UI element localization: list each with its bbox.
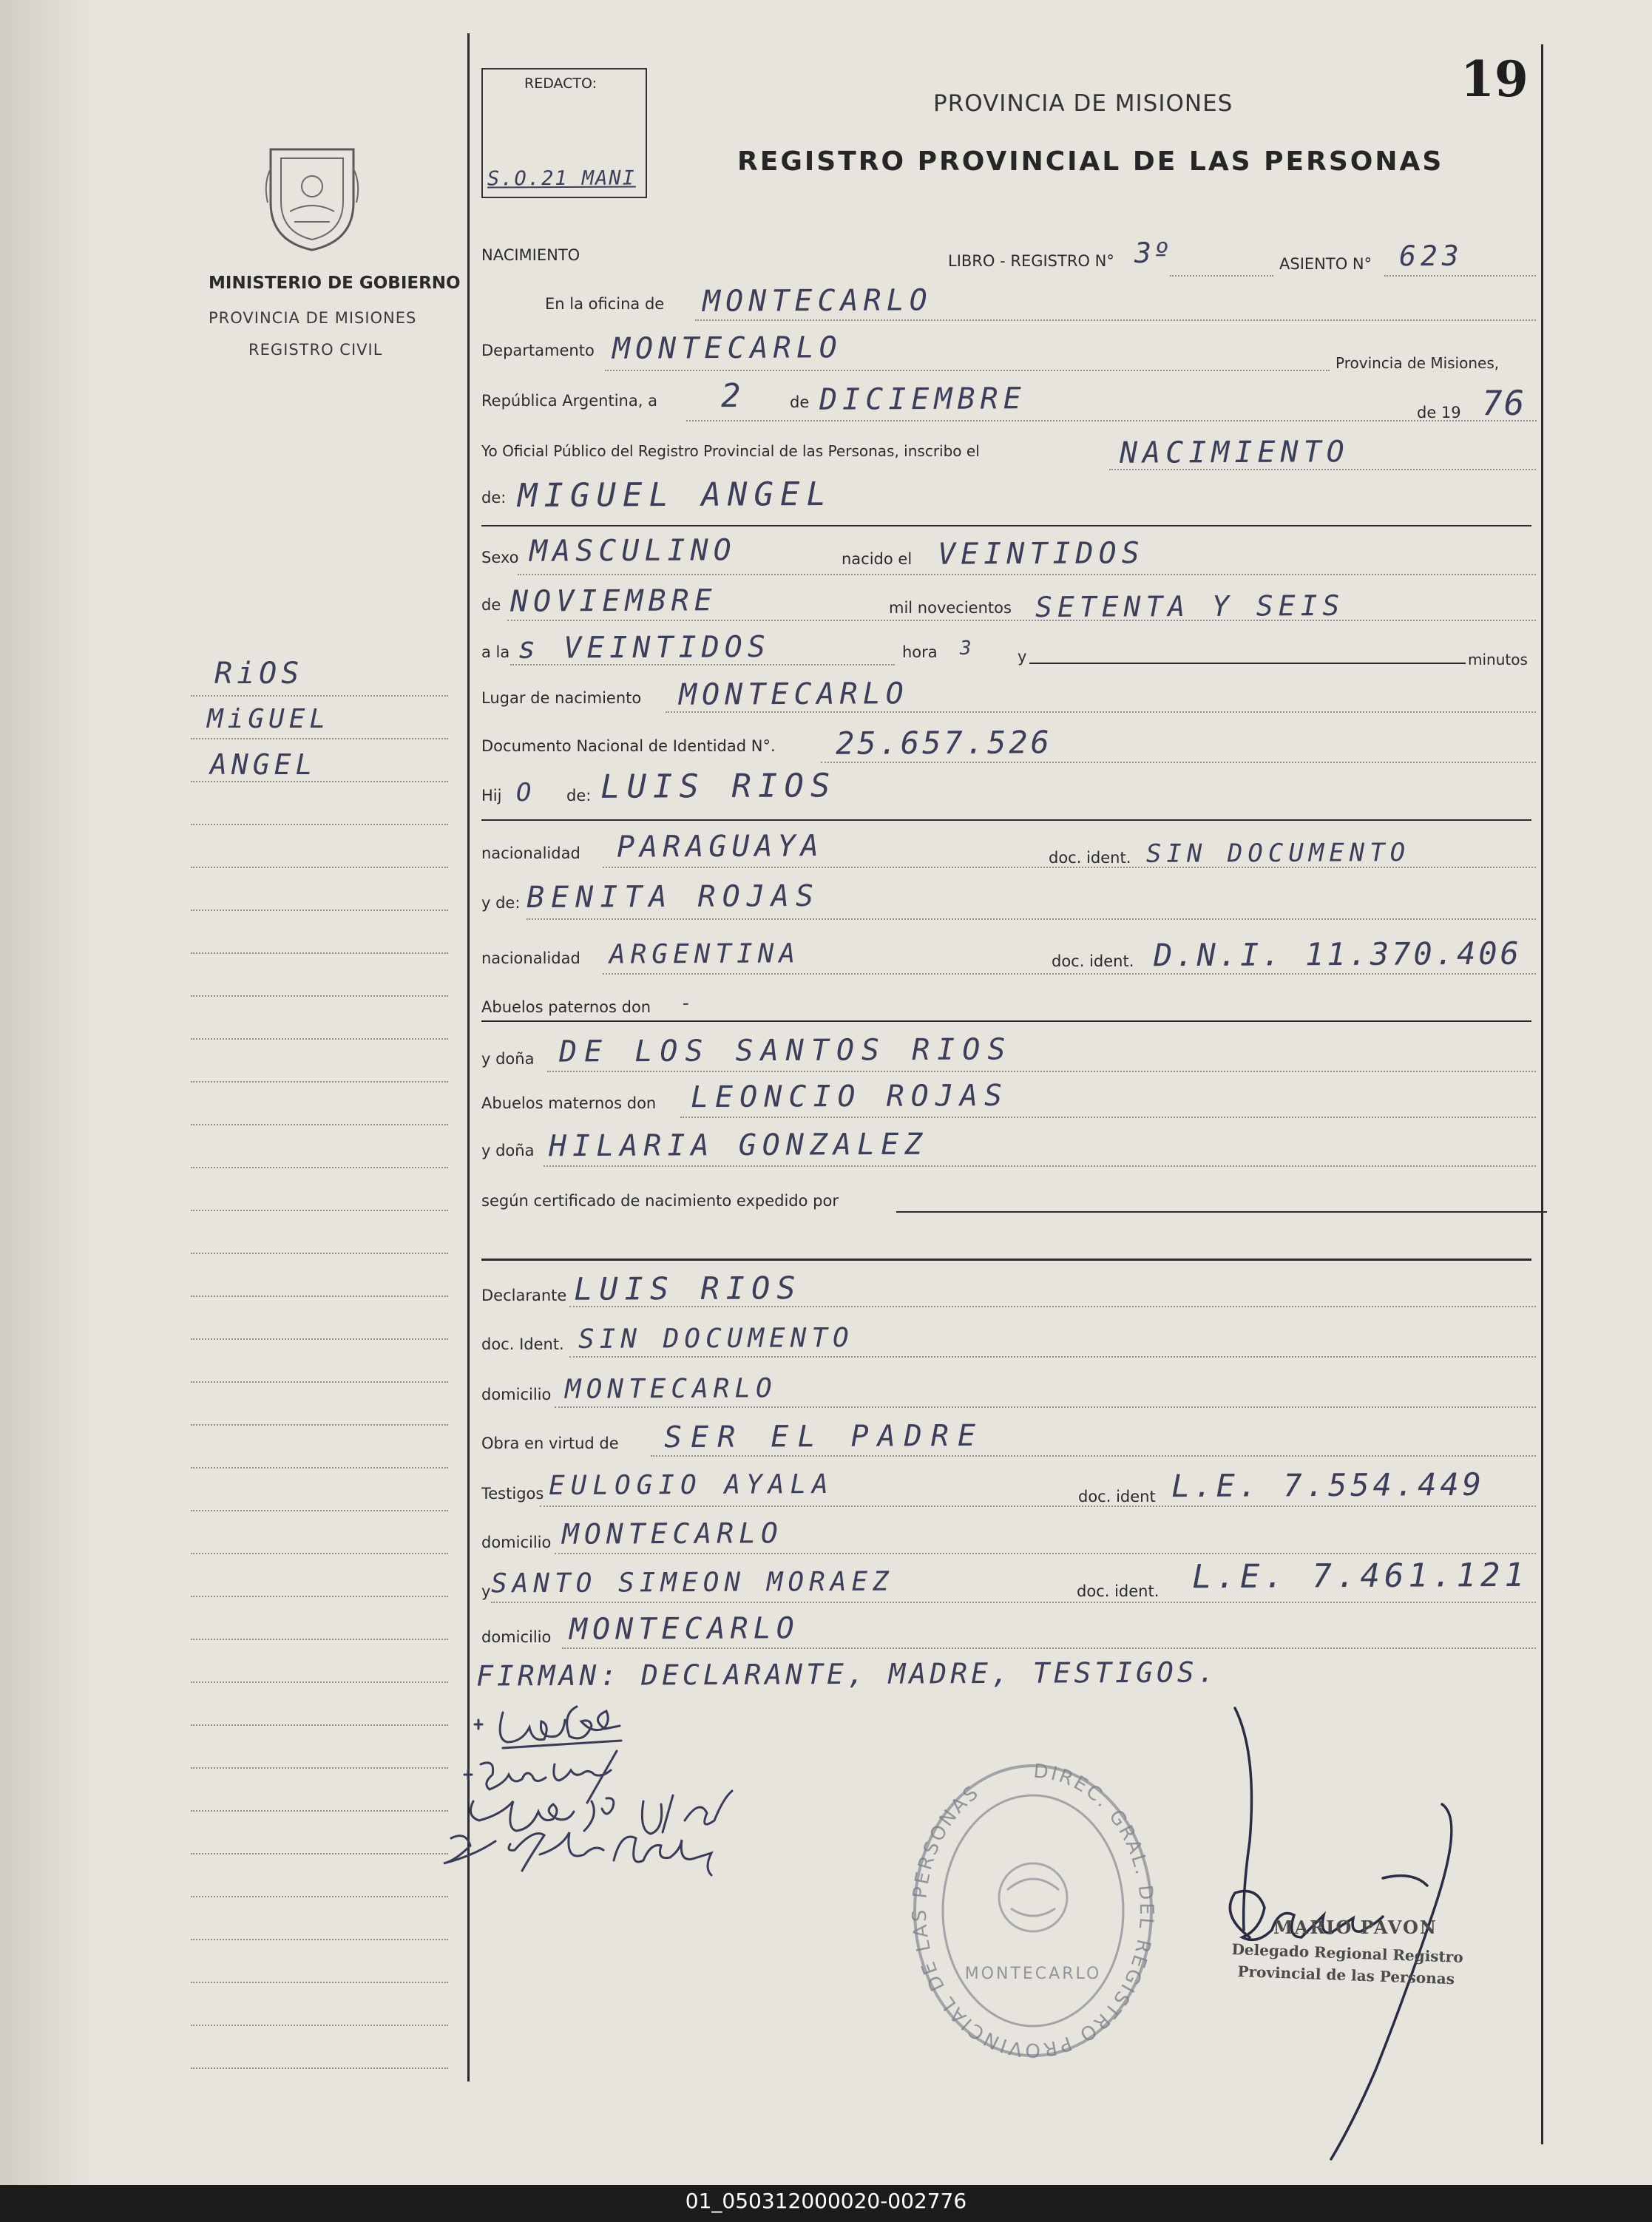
certificado-rule [896, 1211, 1547, 1213]
sidebar-dotted-line [191, 695, 448, 697]
de-label: de [790, 393, 810, 411]
abuelo-materno-value: LEONCIO ROJAS [690, 1078, 1009, 1115]
mil-label: mil novecientos [889, 599, 1012, 617]
a-las-dots [510, 664, 895, 665]
minutos-rule [1029, 663, 1466, 664]
lugar-value: MONTECARLO [678, 677, 909, 712]
de-mes-label: de [481, 596, 501, 614]
republica-label: República Argentina, a [481, 392, 657, 410]
sidebar-dotted-line [191, 738, 448, 739]
declarante-dots [569, 1306, 1536, 1307]
sidebar-dotted-line [191, 1681, 448, 1683]
sexo-dots [518, 574, 1536, 575]
mes-value: DICIEMBRE [819, 382, 1026, 417]
sidebar-dotted-line [191, 1767, 448, 1769]
oficial-value: NACIMIENTO [1119, 435, 1350, 470]
redacto-label: REDACTO: [524, 75, 598, 92]
domicilio-value: MONTECARLO [564, 1373, 777, 1405]
padre-value: LUIS RIOS [600, 767, 837, 806]
domicilio-testigo2-label: domicilio [481, 1628, 552, 1646]
domicilio-dots [555, 1406, 1536, 1408]
libro-label: LIBRO - REGISTRO N° [948, 252, 1114, 270]
obra-value: SER EL PADRE [663, 1418, 985, 1455]
doc-declarante-dots [569, 1356, 1536, 1358]
doc-declarante-label: doc. Ident. [481, 1335, 564, 1353]
official-name: MARIO PAVON [1273, 1917, 1438, 1938]
lugar-dots [666, 711, 1536, 713]
doc-ident-testigo1-label: doc. ident [1078, 1488, 1156, 1505]
nacido-value: VEINTIDOS [937, 536, 1145, 572]
nacionalidad-padre-label: nacionalidad [481, 844, 580, 862]
republica-dots [686, 420, 1537, 421]
doc-ident-madre-label: doc. ident. [1052, 952, 1134, 970]
declarante-label: Declarante [481, 1287, 567, 1304]
testigo2-value: SANTO SIMEON MORAEZ [490, 1566, 894, 1599]
nombre-value: MIGUEL ANGEL [517, 475, 833, 515]
sidebar-dotted-line [191, 1381, 448, 1383]
domicilio-testigo1-value: MONTECARLO [561, 1517, 783, 1551]
abuelo-materno-dots [680, 1117, 1536, 1118]
y-testigo2-label: y [481, 1582, 491, 1600]
svg-text:DIREC. GRAL. DEL REGISTRO PROV [909, 1761, 1157, 2062]
departamento-value: MONTECARLO [612, 331, 842, 366]
lugar-label: Lugar de nacimiento [481, 689, 642, 707]
asiento-value: 623 [1398, 239, 1463, 273]
sidebar-dotted-line [191, 1596, 448, 1597]
obra-label: Obra en virtud de [481, 1435, 619, 1452]
doc-declarante-value: SIN DOCUMENTO [578, 1323, 854, 1355]
nacionalidad-padre-value: PARAGUAYA [616, 829, 824, 864]
sidebar-dotted-line [191, 2025, 448, 2026]
header-registry: REGISTRO PROVINCIAL DE LAS PERSONAS [737, 146, 1444, 177]
sidebar-ministry: MINISTERIO DE GOBIERNO [209, 274, 461, 293]
domicilio-testigo2-value: MONTECARLO [569, 1611, 799, 1647]
sidebar-dotted-line [191, 1639, 448, 1640]
oficina-dots [695, 319, 1536, 321]
anio-label: de 19 [1417, 404, 1461, 421]
oficial-dots [1109, 469, 1536, 470]
sidebar-dotted-line [191, 1081, 448, 1083]
mes-nac-value: NOVIEMBRE [510, 583, 717, 619]
departamento-dots [605, 370, 1330, 371]
redacto-box [481, 68, 647, 198]
de-nombre-label: de: [481, 489, 507, 507]
nacionalidad-padre-dots [603, 867, 1536, 868]
asiento-dots [1384, 275, 1536, 277]
sidebar-dotted-line [191, 1724, 448, 1726]
mes-dots [507, 620, 1536, 621]
a-las-value: s VEINTIDOS [517, 630, 771, 665]
doc-ident-padre-label: doc. ident. [1049, 849, 1131, 867]
sidebar-dotted-line [191, 1939, 448, 1940]
libro-value: 3º [1134, 236, 1171, 270]
sidebar-dotted-line [191, 2067, 448, 2069]
sidebar-dotted-line [191, 1167, 448, 1168]
sidebar-dotted-line [191, 1295, 448, 1297]
nacionalidad-madre-dots [603, 973, 1536, 975]
sidebar-registry: REGISTRO CIVIL [248, 341, 383, 359]
abuela-materna-dots [544, 1165, 1536, 1167]
a-las-label: a la [481, 643, 510, 661]
signatures-icon [429, 1690, 947, 1934]
official-stamp-icon [904, 1757, 1162, 2075]
testigos-label: Testigos [481, 1485, 544, 1503]
obra-dots [651, 1455, 1536, 1457]
official-title-line2: Provincial de las Personas [1237, 1962, 1455, 1988]
margin-name-surname: RiOS [214, 657, 304, 691]
hijo-label: Hij [481, 787, 502, 805]
sidebar-dotted-line [191, 1038, 448, 1040]
abuelos-paternos-rule [481, 1020, 1531, 1022]
doc-ident-testigo2-label: doc. ident. [1077, 1582, 1160, 1600]
sidebar-dotted-line [191, 1424, 448, 1426]
dni-value: 25.657.526 [835, 724, 1053, 762]
y-label: y [1018, 648, 1027, 665]
sidebar-dotted-line [191, 1553, 448, 1554]
nacionalidad-madre-value: ARGENTINA [609, 938, 801, 970]
testigo2-dots [491, 1602, 1536, 1603]
libro-dots [1170, 275, 1273, 277]
nacido-label: nacido el [842, 550, 913, 568]
doc-testigo1-value: L.E. 7.554.449 [1171, 1466, 1486, 1505]
madre-value: BENITA ROJAS [526, 878, 821, 915]
departamento-label: Departamento [481, 342, 595, 359]
sidebar-dotted-line [191, 1253, 448, 1254]
y-de-label: y de: [481, 894, 521, 912]
sidebar-dotted-line [191, 1896, 448, 1897]
y-dona2-label: y doña [481, 1142, 535, 1159]
sidebar-dotted-line [191, 824, 448, 825]
anio-value: 76 [1481, 382, 1526, 424]
redacto-value: S.O.21 MANI [487, 166, 636, 191]
sidebar-dotted-line [191, 1810, 448, 1812]
padre-rule [481, 819, 1531, 821]
firman-value: FIRMAN: DECLARANTE, MADRE, TESTIGOS. [475, 1656, 1219, 1693]
sidebar-dotted-line [191, 1338, 448, 1340]
provincial-seal-icon [260, 132, 364, 254]
minutos-label: minutos [1468, 651, 1528, 668]
sidebar-dotted-line [191, 1210, 448, 1211]
nacimiento-label: NACIMIENTO [481, 246, 580, 264]
provincia-label: Provincia de Misiones, [1336, 354, 1500, 372]
domicilio-label: domicilio [481, 1386, 552, 1403]
doc-padre-value: SIN DOCUMENTO [1145, 838, 1411, 869]
sidebar-dotted-line [191, 867, 448, 868]
sidebar-dotted-line [191, 952, 448, 954]
declarante-section-divider [481, 1259, 1531, 1261]
abuelos-paternos-label: Abuelos paternos don [481, 998, 651, 1016]
testigo1-value: EULOGIO AYALA [548, 1469, 834, 1502]
margin-name-second: ANGEL [210, 748, 317, 781]
official-title-line1: Delegado Regional Registro [1231, 1940, 1464, 1966]
sidebar-dotted-line [191, 995, 448, 997]
sidebar-dotted-line [191, 1124, 448, 1125]
sidebar-dotted-line [191, 781, 448, 782]
y-dona-label: y doña [481, 1050, 535, 1068]
domicilio-testigo1-dots [555, 1553, 1536, 1554]
hora-value: 3 [959, 637, 977, 660]
dni-dots [821, 762, 1536, 763]
footer-id: 01_050312000020-002776 [685, 2189, 967, 2213]
abuela-materna-value: HILARIA GONZALEZ [548, 1127, 929, 1164]
oficina-label: En la oficina de [545, 295, 665, 313]
asiento-label: ASIENTO N° [1279, 255, 1372, 273]
right-column-rule [1541, 44, 1543, 2144]
mil-value: SETENTA Y SEIS [1035, 589, 1345, 624]
header-province: PROVINCIA DE MISIONES [933, 90, 1233, 117]
dni-label: Documento Nacional de Identidad N°. [481, 737, 776, 755]
page-number: 19 [1460, 50, 1529, 108]
de-padre-label: de: [566, 787, 592, 805]
hijo-value: O [515, 777, 537, 808]
oficial-label: Yo Oficial Público del Registro Provincial de las Personas, inscribo el [481, 442, 980, 460]
page-binding-edge [0, 0, 96, 2185]
abuela-paterna-value: DE LOS SANTOS RIOS [558, 1032, 1013, 1069]
margin-name-first: MiGUEL [207, 704, 331, 734]
nacionalidad-madre-label: nacionalidad [481, 949, 580, 967]
nombre-rule [481, 525, 1531, 526]
sidebar-province: PROVINCIA DE MISIONES [209, 309, 417, 327]
sexo-label: Sexo [481, 549, 519, 566]
certificado-label: según certificado de nacimiento expedido por [481, 1192, 839, 1210]
sidebar-dotted-line [191, 1853, 448, 1855]
oficina-value: MONTECARLO [702, 283, 932, 319]
sidebar-dotted-line [191, 1982, 448, 1983]
domicilio-testigo2-dots [562, 1647, 1536, 1649]
doc-testigo2-value: L.E. 7.461.121 [1191, 1556, 1529, 1596]
testigos-dots [540, 1505, 1536, 1507]
sidebar-dotted-line [191, 910, 448, 911]
sidebar-dotted-line [191, 1510, 448, 1511]
sidebar-dotted-line [191, 1467, 448, 1469]
abuelos-maternos-label: Abuelos maternos don [481, 1094, 657, 1112]
sexo-value: MASCULINO [529, 533, 737, 569]
stamp-ring-text: DIREC. GRAL. DEL REGISTRO PROVINCIAL DE LAS PERSONAS [908, 1760, 1157, 2062]
abuelos-paternos-value: - [680, 992, 697, 1015]
abuela-paterna-dots [547, 1071, 1536, 1072]
dia-value: 2 [720, 376, 746, 416]
domicilio-testigo1-label: domicilio [481, 1534, 552, 1551]
stamp-city: MONTECARLO [964, 1965, 1102, 1983]
hora-label: hora [902, 643, 938, 661]
doc-madre-value: D.N.I. 11.370.406 [1153, 935, 1522, 974]
madre-dots [527, 918, 1536, 920]
declarante-value: LUIS RIOS [573, 1270, 802, 1307]
